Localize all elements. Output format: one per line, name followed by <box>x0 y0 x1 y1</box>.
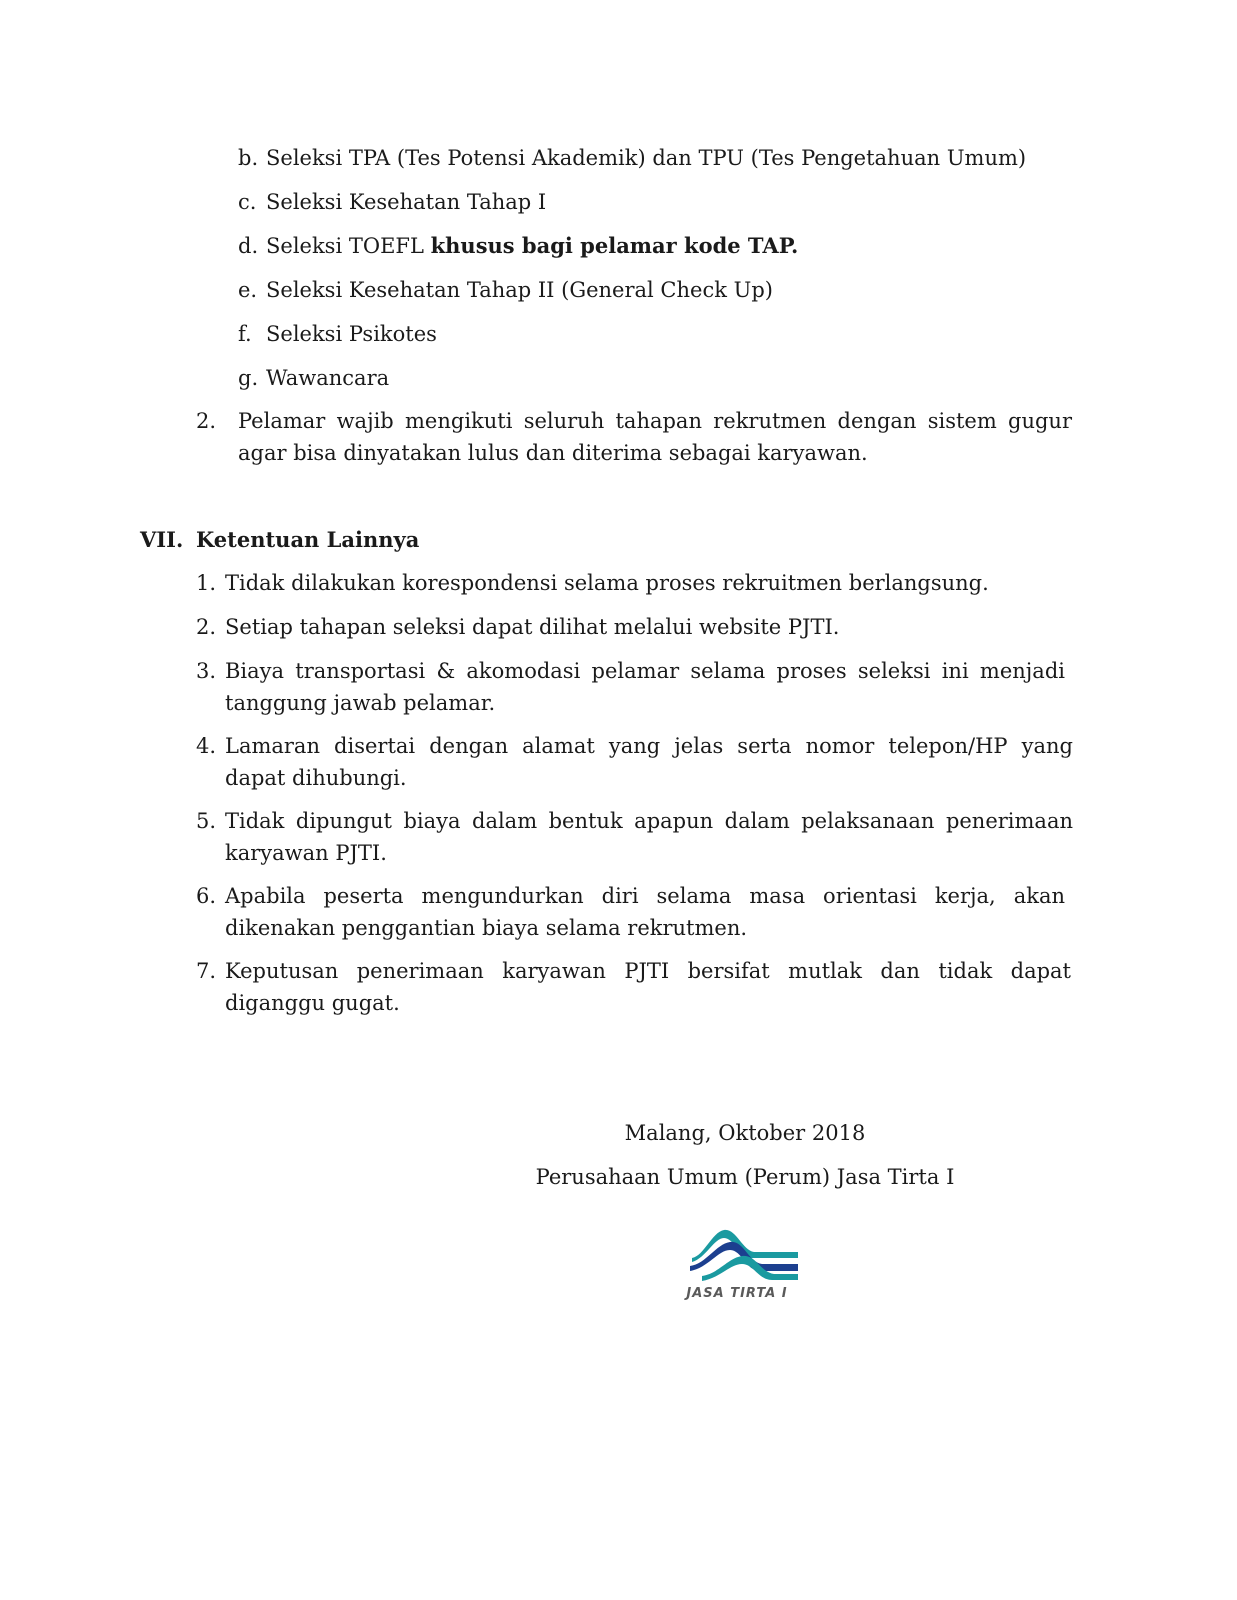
list-item-text: Seleksi TPA (Tes Potensi Akademik) dan TPU (Tes Pengetahuan Umum) <box>266 146 1027 170</box>
list-marker: g. <box>238 366 259 390</box>
list-item-text: Tidak dipungut biaya dalam bentuk apapun dalam pelaksanaan penerimaan karyawan PJTI. <box>225 809 1073 865</box>
section-numeral: VII. <box>140 527 184 552</box>
list-item-text: Seleksi Kesehatan Tahap II (General Check Up) <box>266 278 773 302</box>
wave-logo-icon <box>690 1228 800 1286</box>
list-item-text: Biaya transportasi & akomodasi pelamar selama proses seleksi ini menjadi tanggung jawab pelamar. <box>225 659 1065 715</box>
list-item-text <box>266 230 1046 262</box>
list-item-plain: Seleksi TOEFL <box>266 234 431 258</box>
list-marker: 5. <box>196 809 217 833</box>
organization-name: Perusahaan Umum (Perum) Jasa Tirta I <box>535 1165 955 1189</box>
list-marker: 4. <box>196 734 217 758</box>
list-marker: f. <box>238 322 252 346</box>
place-date: Malang, Oktober 2018 <box>624 1121 866 1145</box>
list-marker: e. <box>238 278 258 302</box>
section-title: Ketentuan Lainnya <box>196 527 420 552</box>
list-marker: c. <box>238 190 257 214</box>
list-marker: 6. <box>196 884 217 908</box>
list-item-text: Tidak dilakukan korespondensi selama proses rekruitmen berlangsung. <box>225 571 989 595</box>
list-item-bold: khusus bagi pelamar kode TAP. <box>430 233 799 258</box>
list-item-text: Keputusan penerimaan karyawan PJTI bersifat mutlak dan tidak dapat diganggu gugat. <box>225 959 1071 1015</box>
list-marker: b. <box>238 146 259 170</box>
list-marker: d. <box>238 234 259 258</box>
list-item-text: Seleksi Kesehatan Tahap I <box>266 190 547 214</box>
logo-text: JASA TIRTA I <box>686 1286 788 1301</box>
list-item-text: Apabila peserta mengundurkan diri selama masa orientasi kerja, akan dikenakan penggantian biaya selama rekrutmen. <box>225 884 1065 940</box>
list-item-text: Seleksi Psikotes <box>266 322 437 346</box>
list-item-text: Wawancara <box>266 366 390 390</box>
list-marker: 7. <box>196 959 217 983</box>
list-item-text: Pelamar wajib mengikuti seluruh tahapan rekrutmen dengan sistem gugur agar bisa dinyatakan lulus dan diterima sebagai karyawan. <box>238 409 1072 465</box>
list-marker: 2. <box>196 615 217 639</box>
list-item-text: Lamaran disertai dengan alamat yang jelas serta nomor telepon/HP yang dapat dihubungi. <box>225 734 1073 790</box>
list-marker: 3. <box>196 659 217 683</box>
list-item-text: Setiap tahapan seleksi dapat dilihat melalui website PJTI. <box>225 615 840 639</box>
list-marker: 2. <box>196 409 217 433</box>
list-marker: 1. <box>196 571 217 595</box>
company-logo <box>672 1228 812 1310</box>
